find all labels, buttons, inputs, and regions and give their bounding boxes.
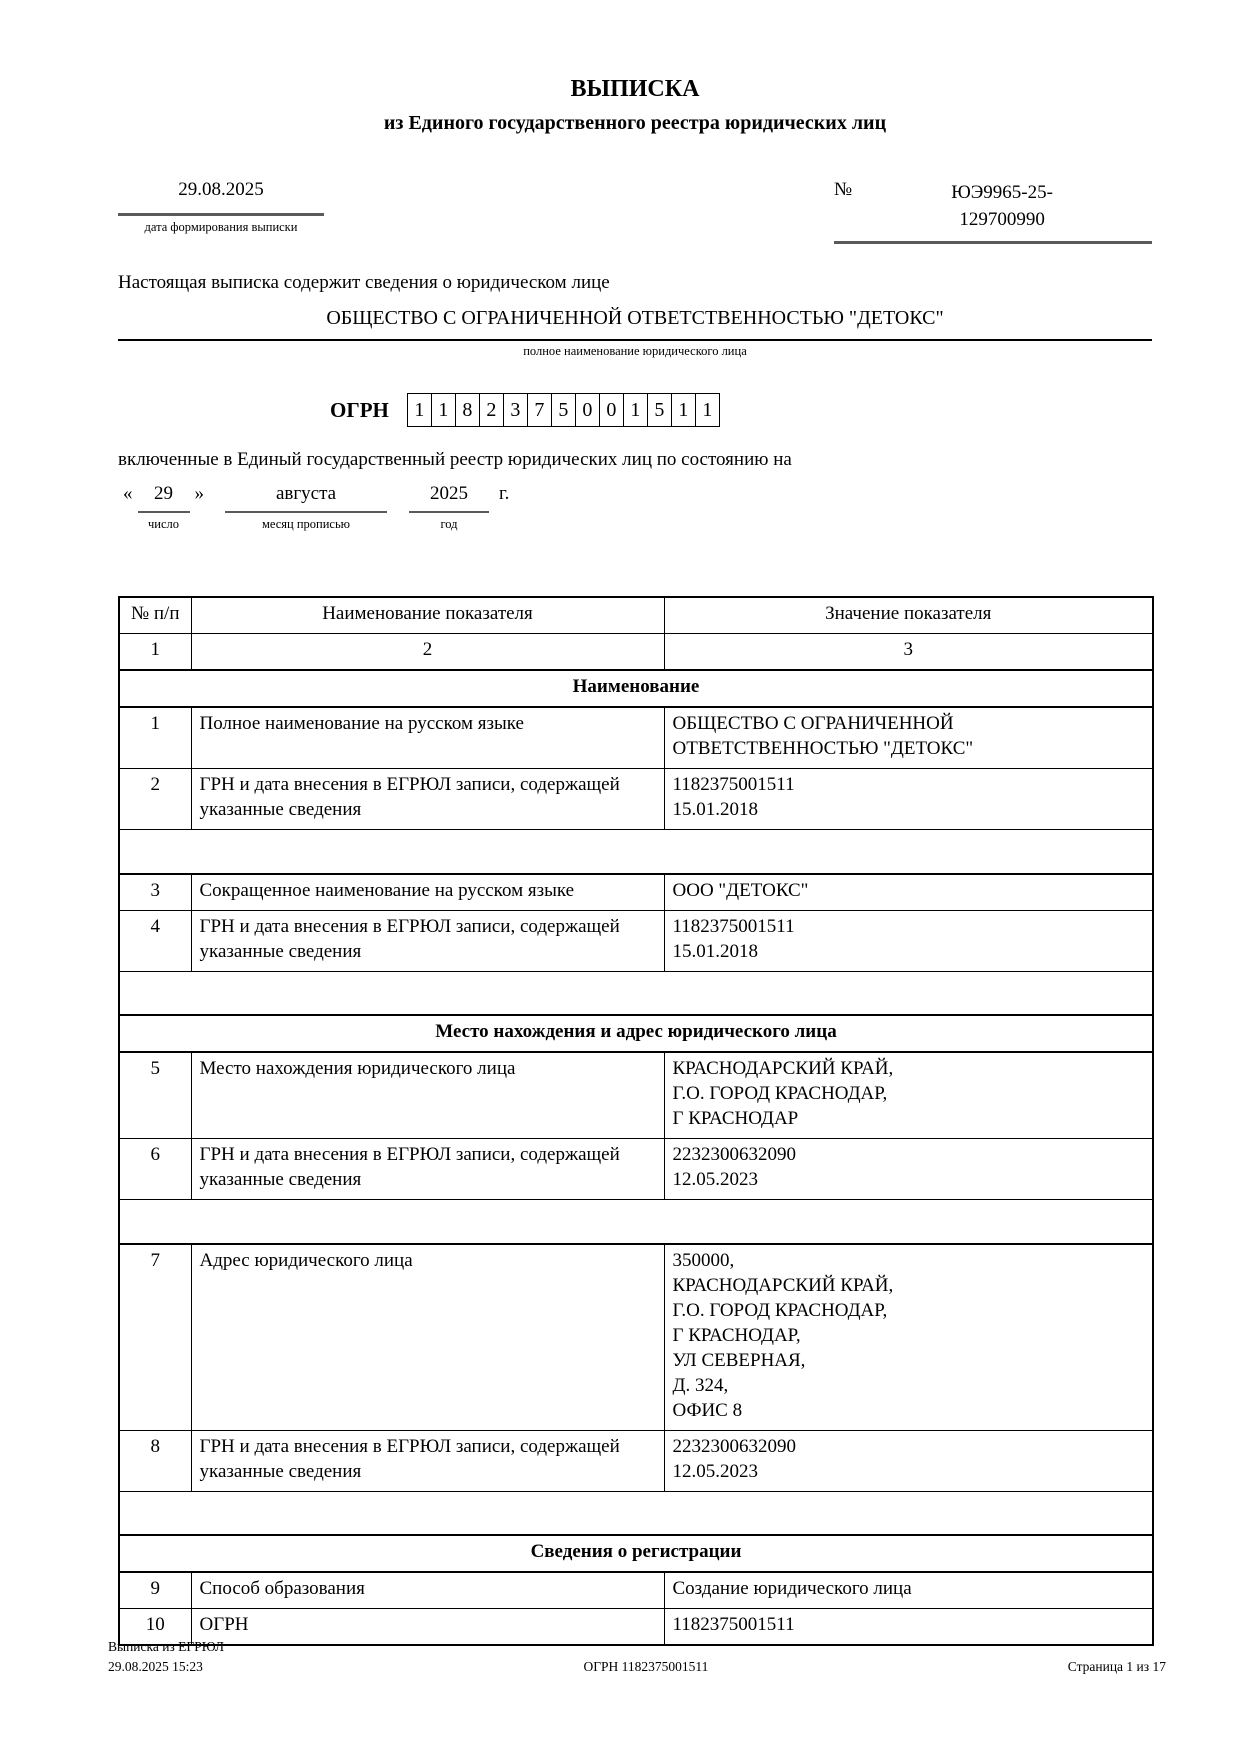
formation-date-block	[118, 179, 324, 244]
row-label: Сокращенное наименование на русском языке	[191, 874, 664, 911]
number-sign: №	[834, 179, 853, 200]
spacer-row	[119, 1491, 1153, 1535]
as-of-day-field	[138, 483, 190, 532]
row-value: ООО "ДЕТОКС"	[664, 874, 1153, 911]
row-value: 1182375001511	[664, 1609, 1153, 1646]
row-value: Создание юридического лица	[664, 1572, 1153, 1609]
row-num: 7	[119, 1244, 191, 1431]
row-num: 1	[119, 707, 191, 769]
document-title: ВЫПИСКА	[570, 76, 700, 102]
indicators-table	[118, 596, 1154, 1646]
footer-page-number: Страница 1 из 17	[1067, 1659, 1166, 1674]
footer-ogrn: ОГРН 1182375001511	[583, 1659, 709, 1674]
document-number-line1: ЮЭ9965-25-	[951, 182, 1053, 203]
as-of-date-row	[118, 483, 1152, 532]
row-num: 6	[119, 1139, 191, 1200]
row-label: Способ образования	[191, 1572, 664, 1609]
footer-left	[108, 1637, 224, 1677]
table-header-row	[119, 597, 1153, 634]
footer-timestamp: 29.08.2025 15:23	[108, 1659, 203, 1674]
ogrn-row	[330, 393, 1152, 427]
table-row	[119, 707, 1153, 769]
row-value: 2232300632090 12.05.2023	[664, 1430, 1153, 1491]
ogrn-digit: 1	[431, 393, 456, 427]
table-row	[119, 1430, 1153, 1491]
table-row	[119, 910, 1153, 971]
row-num: 4	[119, 910, 191, 971]
as-of-month-field	[225, 483, 387, 532]
section-header-naimenovanie: Наименование	[119, 670, 1153, 707]
company-name-caption: полное наименование юридического лица	[523, 344, 747, 358]
header-meta-row	[118, 179, 1152, 244]
row-num: 5	[119, 1052, 191, 1139]
document-number-line2: 129700990	[959, 209, 1045, 230]
section-header-registration: Сведения о регистрации	[119, 1535, 1153, 1572]
row-num: 3	[119, 874, 191, 911]
section-header-address: Место нахождения и адрес юридического лица	[119, 1015, 1153, 1052]
ogrn-digit: 1	[623, 393, 648, 427]
company-name: ОБЩЕСТВО С ОГРАНИЧЕННОЙ ОТВЕТСТВЕННОСТЬЮ "ДЕТОКС"	[118, 307, 1152, 341]
quote-close: »	[194, 483, 204, 504]
intro-line: Настоящая выписка содержит сведения о юридическом лице	[118, 272, 610, 293]
table-row	[119, 874, 1153, 911]
row-num: 2	[119, 769, 191, 830]
spacer-row	[119, 971, 1153, 1015]
row-label: ОГРН	[191, 1609, 664, 1646]
col-number: 3	[664, 634, 1153, 671]
row-label: ГРН и дата внесения в ЕГРЮЛ записи, содержащей указанные сведения	[191, 910, 664, 971]
row-value: 1182375001511 15.01.2018	[664, 910, 1153, 971]
document-number-block	[834, 179, 1152, 244]
as-of-day: 29	[138, 483, 190, 513]
ogrn-digit: 5	[647, 393, 672, 427]
table-row	[119, 1052, 1153, 1139]
table-row	[119, 1572, 1153, 1609]
day-caption: число	[147, 517, 179, 531]
row-value: КРАСНОДАРСКИЙ КРАЙ, Г.О. ГОРОД КРАСНОДАР, Г КРАСНОДАР	[664, 1052, 1153, 1139]
year-caption: год	[440, 517, 458, 531]
row-num: 10	[119, 1609, 191, 1646]
col-number: 1	[119, 634, 191, 671]
page-footer	[108, 1637, 1166, 1677]
as-of-month: августа	[225, 483, 387, 513]
header-cell-value: Значение показателя	[664, 597, 1153, 634]
ogrn-digit: 1	[671, 393, 696, 427]
document-subtitle: из Единого государственного реестра юридических лиц	[383, 112, 887, 134]
row-label: ГРН и дата внесения в ЕГРЮЛ записи, содержащей указанные сведения	[191, 1430, 664, 1491]
ogrn-digit: 7	[527, 393, 552, 427]
formation-date: 29.08.2025	[118, 179, 324, 216]
footer-doc-type: Выписка из ЕГРЮЛ	[108, 1639, 225, 1654]
ogrn-digit: 0	[575, 393, 600, 427]
ogrn-digit: 0	[599, 393, 624, 427]
ogrn-digit: 1	[407, 393, 432, 427]
row-value: ОБЩЕСТВО С ОГРАНИЧЕННОЙ ОТВЕТСТВЕННОСТЬЮ "ДЕТОКС"	[664, 707, 1153, 769]
year-suffix: г.	[499, 483, 510, 504]
col-number: 2	[191, 634, 664, 671]
row-value: 2232300632090 12.05.2023	[664, 1139, 1153, 1200]
ogrn-digit: 3	[503, 393, 528, 427]
spacer-row	[119, 830, 1153, 874]
as-of-year-field	[409, 483, 489, 532]
row-label: Адрес юридического лица	[191, 1244, 664, 1431]
ogrn-digit: 8	[455, 393, 480, 427]
included-line: включенные в Единый государственный реестр юридических лиц по состоянию на	[118, 449, 792, 470]
ogrn-digit-boxes	[407, 393, 720, 427]
quote-open: «	[123, 483, 133, 504]
spacer-row	[119, 1200, 1153, 1244]
ogrn-label: ОГРН	[330, 397, 389, 422]
month-caption: месяц прописью	[261, 517, 351, 531]
document-number	[852, 179, 1152, 233]
row-label: ГРН и дата внесения в ЕГРЮЛ записи, содержащей указанные сведения	[191, 769, 664, 830]
table-row	[119, 1139, 1153, 1200]
row-label: ГРН и дата внесения в ЕГРЮЛ записи, содержащей указанные сведения	[191, 1139, 664, 1200]
row-num: 8	[119, 1430, 191, 1491]
table-row	[119, 769, 1153, 830]
as-of-year: 2025	[409, 483, 489, 513]
formation-date-caption: дата формирования выписки	[144, 220, 298, 234]
row-label: Полное наименование на русском языке	[191, 707, 664, 769]
ogrn-digit: 1	[695, 393, 720, 427]
ogrn-digit: 2	[479, 393, 504, 427]
ogrn-digit: 5	[551, 393, 576, 427]
row-value: 1182375001511 15.01.2018	[664, 769, 1153, 830]
header-cell-num: № п/п	[119, 597, 191, 634]
row-num: 9	[119, 1572, 191, 1609]
row-label: Место нахождения юридического лица	[191, 1052, 664, 1139]
header-cell-name: Наименование показателя	[191, 597, 664, 634]
row-value: 350000, КРАСНОДАРСКИЙ КРАЙ, Г.О. ГОРОД КРАСНОДАР, Г КРАСНОДАР, УЛ СЕВЕРНАЯ, Д. 324, ОФИС 8	[664, 1244, 1153, 1431]
table-row	[119, 1244, 1153, 1431]
column-numbers-row	[119, 634, 1153, 671]
